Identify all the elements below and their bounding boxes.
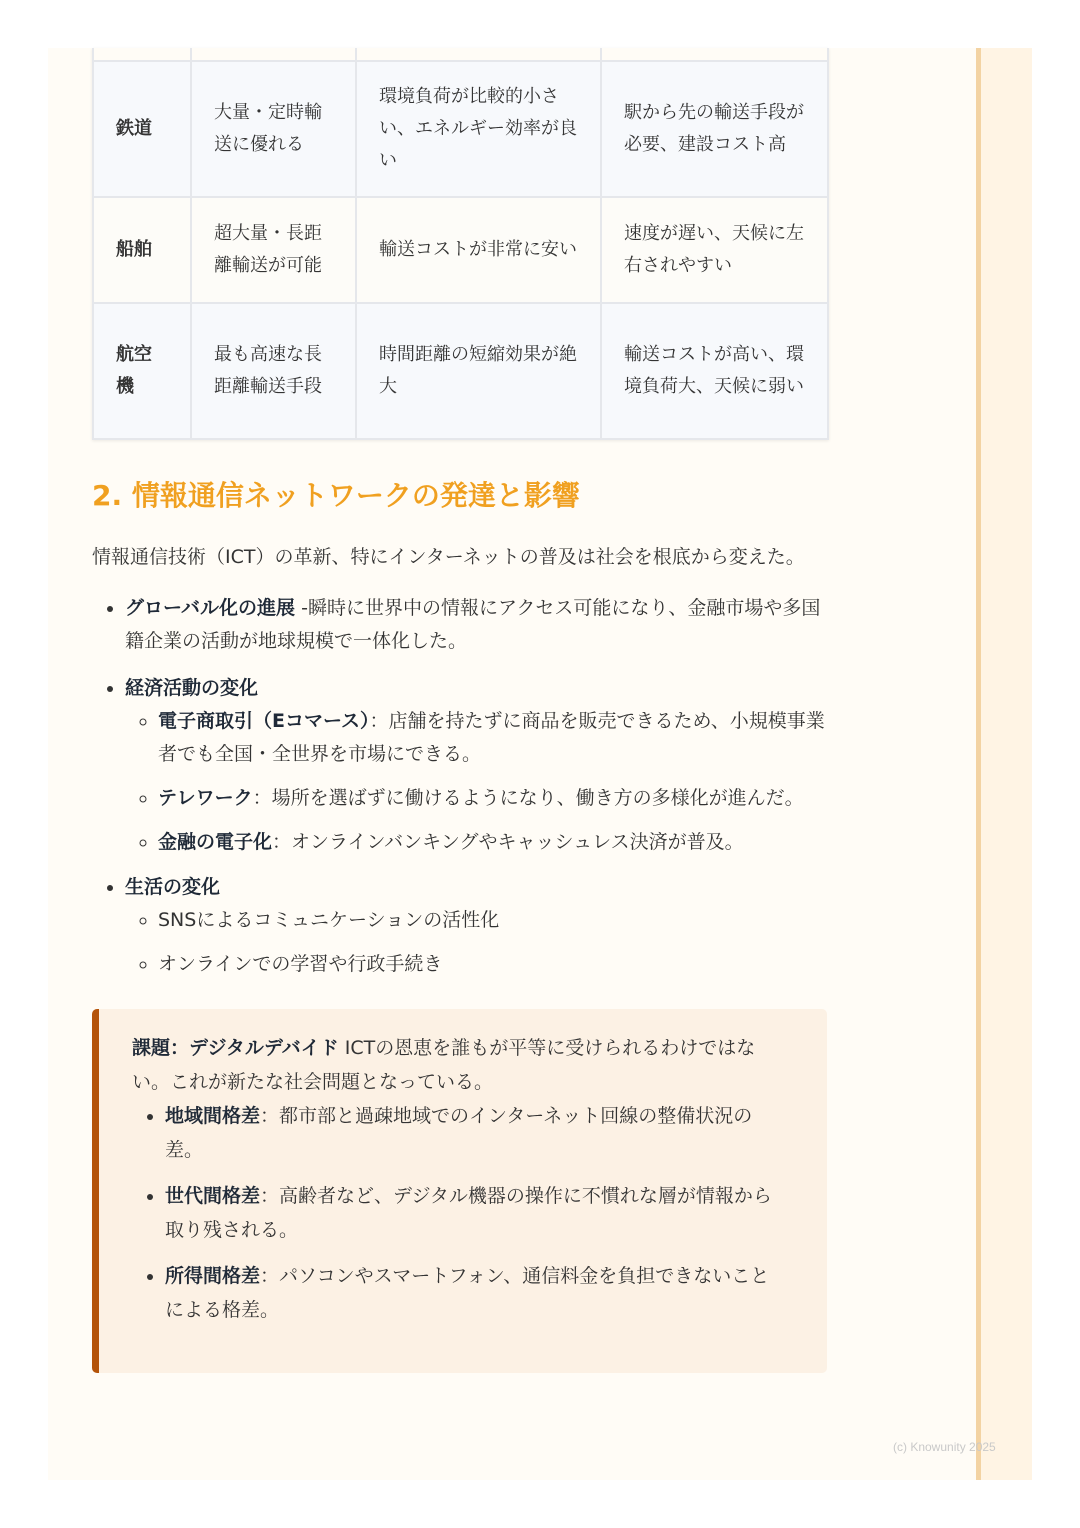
sub-list-item xyxy=(158,782,827,815)
callout-text: ICTの恩恵を誰もが平等に受けられるわけではない。これが新たな社会問題となっている。 xyxy=(132,1037,756,1093)
callout-item xyxy=(165,1179,787,1247)
demerit-cell: 速度が遅い、天候に左右されやすい xyxy=(601,197,828,303)
sub-item-label: 金融の電子化 xyxy=(158,831,273,853)
callout-item-label: 地域間格差 xyxy=(165,1105,261,1127)
sub-list-item xyxy=(158,705,827,771)
table-row xyxy=(93,197,828,303)
sub-list-item xyxy=(158,904,827,937)
feature-cell: 大量・定時輸送に優れる xyxy=(191,61,356,197)
sub-list-item xyxy=(158,948,827,981)
section-heading: 2. 情報通信ネットワークの発達と影響 xyxy=(92,479,580,512)
item-text: -瞬時に世界中の情報にアクセス可能になり、金融市場や多国籍企業の活動が地球規模で一体化した。 xyxy=(125,597,821,652)
sub-list xyxy=(125,705,827,859)
mode-cell: 航空機 xyxy=(93,303,191,439)
callout-item-text: ：高齢者など、デジタル機器の操作に不慣れな層が情報から取り残される。 xyxy=(165,1185,772,1241)
sub-item-text: ：店舗を持たずに商品を販売できるため、小規模事業者でも全国・全世界を市場にできる。 xyxy=(158,710,825,765)
table-row-partial xyxy=(93,48,828,61)
merit-cell: 時間距離の短縮効果が絶大 xyxy=(356,303,601,439)
impact-list xyxy=(92,592,827,981)
transport-table xyxy=(92,48,829,440)
sub-item-text: オンラインでの学習や行政手続き xyxy=(158,953,443,975)
document-content xyxy=(92,48,827,1373)
callout-intro xyxy=(132,1031,787,1099)
copyright-footer: (c) Knowunity 2025 xyxy=(893,1440,996,1454)
callout-item-text: ：パソコンやスマートフォン、通信料金を負担できないことによる格差。 xyxy=(165,1265,770,1321)
sub-item-label: テレワーク xyxy=(158,787,253,809)
callout-item-label: 世代間格差 xyxy=(165,1185,261,1207)
item-label: 生活の変化 xyxy=(125,876,221,898)
feature-cell: 最も高速な長距離輸送手段 xyxy=(191,303,356,439)
side-strip xyxy=(976,48,1032,1480)
sub-item-text: ：オンラインバンキングやキャッシュレス決済が普及。 xyxy=(272,831,744,853)
list-item xyxy=(125,672,827,859)
callout-list xyxy=(132,1099,787,1327)
sub-item-label: 電子商取引（Eコマース） xyxy=(158,710,370,732)
demerit-cell: 輸送コストが高い、環境負荷大、天候に弱い xyxy=(601,303,828,439)
mode-cell: 船舶 xyxy=(93,197,191,303)
table-row xyxy=(93,61,828,197)
callout-item xyxy=(165,1259,787,1327)
callout-item xyxy=(165,1099,787,1167)
mode-cell: 鉄道 xyxy=(93,61,191,197)
digital-divide-callout xyxy=(92,1009,827,1373)
sub-item-text: ：場所を選ばずに働けるようになり、働き方の多様化が進んだ。 xyxy=(252,787,804,809)
item-label: グローバル化の進展 xyxy=(125,597,296,619)
sub-list xyxy=(125,904,827,981)
callout-label: 課題：デジタルデバイド xyxy=(132,1037,339,1059)
intro-paragraph: 情報通信技術（ICT）の革新、特にインターネットの普及は社会を根底から変えた。 xyxy=(92,546,805,568)
demerit-cell: 駅から先の輸送手段が必要、建設コスト高 xyxy=(601,61,828,197)
list-item xyxy=(125,871,827,981)
sub-list-item xyxy=(158,826,827,859)
list-item xyxy=(125,592,827,658)
callout-item-label: 所得間格差 xyxy=(165,1265,261,1287)
callout-item-text: ：都市部と過疎地域でのインターネット回線の整備状況の差。 xyxy=(165,1105,753,1161)
feature-cell: 超大量・長距離輸送が可能 xyxy=(191,197,356,303)
table-row xyxy=(93,303,828,439)
merit-cell: 輸送コストが非常に安い xyxy=(356,197,601,303)
item-label: 経済活動の変化 xyxy=(125,677,259,699)
merit-cell: 環境負荷が比較的小さい、エネルギー効率が良い xyxy=(356,61,601,197)
sub-item-text: SNSによるコミュニケーションの活性化 xyxy=(158,909,500,931)
